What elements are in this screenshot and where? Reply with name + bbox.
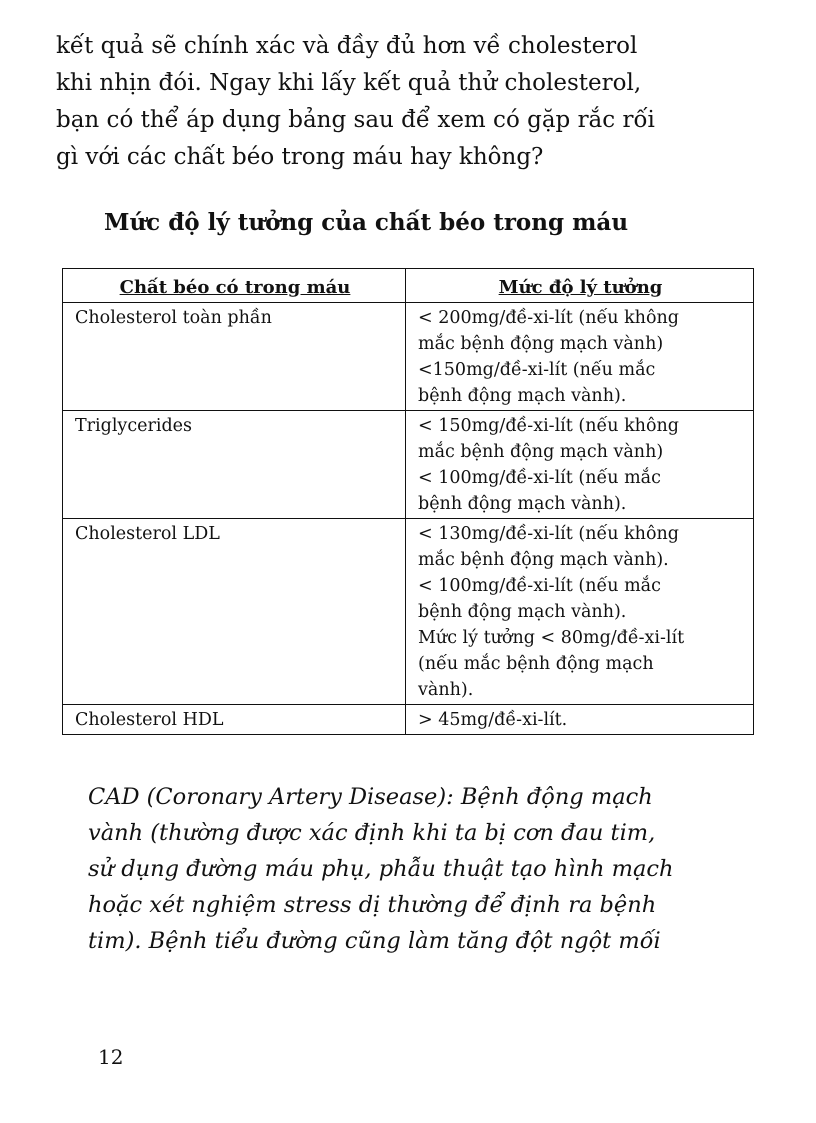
- level-line: bệnh động mạch vành).: [418, 494, 627, 514]
- header-fat-type: Chất béo có trong máu: [63, 269, 406, 303]
- note-line: vành (thường được xác định khi ta bị cơn đau tim,: [88, 820, 656, 846]
- intro-line: kết quả sẽ chính xác và đầy đủ hơn về cholesterol: [56, 33, 638, 59]
- intro-paragraph: [56, 28, 756, 176]
- header-ideal-level: Mức độ lý tưởng: [406, 269, 754, 303]
- intro-line: khi nhịn đói. Ngay khi lấy kết quả thử cholesterol,: [56, 70, 642, 96]
- level-line: mắc bệnh động mạch vành): [418, 334, 664, 354]
- fat-name-cell: Cholesterol toàn phần: [63, 303, 406, 411]
- table-row: [63, 411, 754, 519]
- intro-line: gì với các chất béo trong máu hay không?: [56, 144, 544, 170]
- ideal-level-cell: [406, 705, 754, 735]
- fat-name-cell: Cholesterol LDL: [63, 519, 406, 705]
- level-line: bệnh động mạch vành).: [418, 602, 627, 622]
- table-row: [63, 519, 754, 705]
- table-title: Mức độ lý tưởng của chất béo trong máu: [104, 209, 629, 236]
- note-line: hoặc xét nghiệm stress dị thường để định ra bệnh: [88, 892, 657, 918]
- ideal-level-cell: [406, 303, 754, 411]
- fat-name-cell: Triglycerides: [63, 411, 406, 519]
- level-line: < 200mg/đề-xi-lít (nếu không: [418, 308, 679, 328]
- level-line: bệnh động mạch vành).: [418, 386, 627, 406]
- fat-name-cell: Cholesterol HDL: [63, 705, 406, 735]
- level-line: < 100mg/đề-xi-lít (nếu mắc: [418, 576, 661, 596]
- level-line: > 45mg/đề-xi-lít.: [418, 710, 568, 730]
- page-number: 12: [98, 1045, 124, 1069]
- note-line: CAD (Coronary Artery Disease): Bệnh động mạch: [88, 784, 653, 810]
- table-row: [63, 303, 754, 411]
- ideal-level-cell: [406, 411, 754, 519]
- level-line: mắc bệnh động mạch vành).: [418, 550, 669, 570]
- intro-line: bạn có thể áp dụng bảng sau để xem có gặp rắc rối: [56, 107, 655, 133]
- level-line: < 130mg/đề-xi-lít (nếu không: [418, 524, 679, 544]
- level-line: mắc bệnh động mạch vành): [418, 442, 664, 462]
- note-line: sử dụng đường máu phụ, phẫu thuật tạo hình mạch: [88, 856, 674, 882]
- level-line: < 150mg/đề-xi-lít (nếu không: [418, 416, 679, 436]
- level-line: <150mg/đề-xi-lít (nếu mắc: [418, 360, 656, 380]
- table-row: [63, 705, 754, 735]
- blood-fat-table: [62, 268, 754, 735]
- level-line: (nếu mắc bệnh động mạch: [418, 654, 654, 674]
- ideal-level-cell: [406, 519, 754, 705]
- cad-note: [88, 779, 788, 959]
- level-line: Mức lý tưởng < 80mg/đề-xi-lít: [418, 628, 685, 648]
- table-header-row: [63, 269, 754, 303]
- level-line: < 100mg/đề-xi-lít (nếu mắc: [418, 468, 661, 488]
- level-line: vành).: [418, 680, 474, 700]
- note-line: tim). Bệnh tiểu đường cũng làm tăng đột ngột mối: [88, 928, 661, 954]
